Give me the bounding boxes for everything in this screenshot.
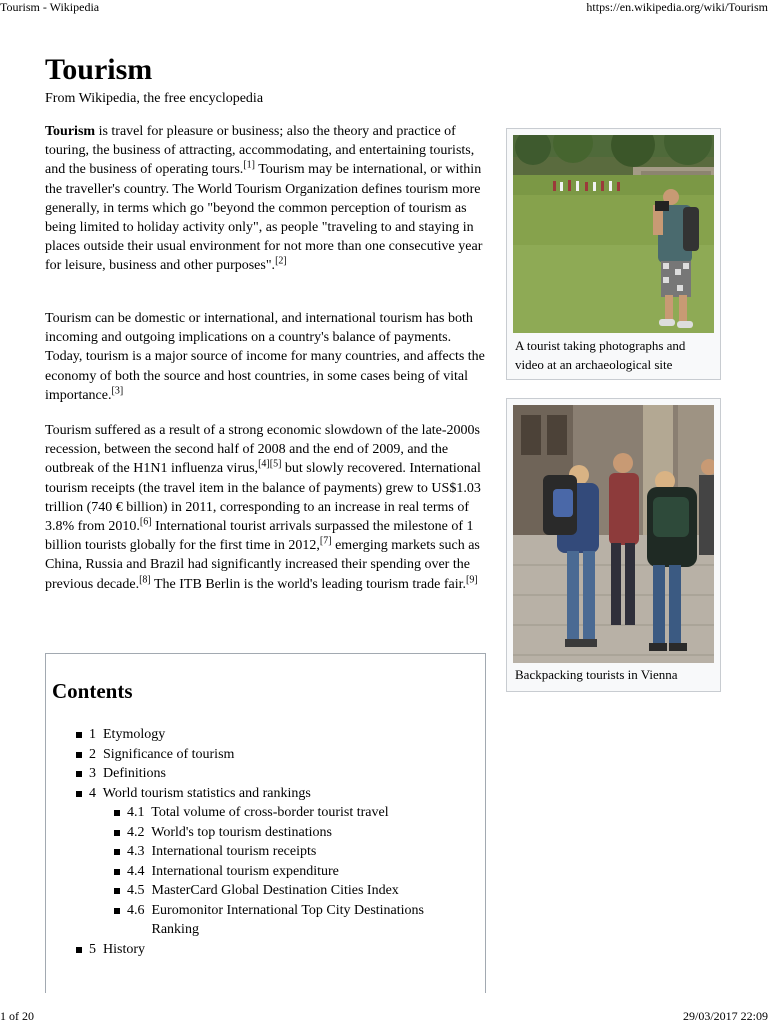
citation-link[interactable]: [1] — [243, 159, 255, 171]
paragraph-intro — [45, 122, 487, 276]
toc-subitem[interactable]: 4.2 World's top tourism destinations — [76, 823, 476, 843]
bold-term: Tourism — [45, 124, 96, 139]
toc-title: Contents — [52, 679, 133, 703]
toc-subitem[interactable]: 4.6 Euromonitor International Top City Destinations Ranking — [76, 901, 476, 940]
paragraph-text: Tourism may be international, or within the traveller's country. The World Tourism Organization defines tourism more generally, in terms which go "beyond the common perception of tourism as being limited to holiday activity only", as people "traveling to and staying in places outside their usual environment for not more than one consecutive year for leisure, business and other purposes". — [45, 162, 483, 274]
toc-subitem[interactable]: 4.5 MasterCard Global Destination Cities Index — [76, 881, 476, 901]
print-footer-timestamp: 29/03/2017 22:09 — [682, 1009, 768, 1023]
page-title: Tourism — [45, 53, 153, 86]
paragraph-text: International tourist arrivals surpassed the milestone of 1 billion tourists globally for the first time in 2012, — [45, 519, 474, 554]
figure-backpacking-tourists — [506, 398, 721, 692]
paragraph-text: is travel for pleasure or business; also the theory and practice of touring, the business of attracting, accommodating, and entertaining tourists, and the business of operating tours. — [45, 124, 475, 178]
page-subtitle: From Wikipedia, the free encyclopedia — [45, 91, 264, 106]
toc-item[interactable]: 1 Etymology — [76, 725, 476, 745]
figure-caption: Backpacking tourists in Vienna — [515, 667, 678, 682]
toc-list — [76, 725, 476, 959]
toc-item[interactable]: 3 Definitions — [76, 764, 476, 784]
paragraph-domestic — [45, 309, 487, 405]
table-of-contents — [45, 653, 486, 993]
toc-subitem[interactable]: 4.4 International tourism expenditure — [76, 862, 476, 882]
toc-item[interactable]: 4 World tourism statistics and rankings — [76, 784, 476, 804]
paragraph-text: but slowly recovered. International tourism receipts (the travel item in the balance of payments) grew to US$1.03 trillion (740 € billion) in 2011, corresponding to an increase in real terms of 3.8% from 2010. — [45, 461, 481, 535]
paragraph-text: emerging markets such as China, Russia and Brazil had significantly increased their spending over the previous decade. — [45, 538, 480, 592]
citation-link[interactable]: [4] — [258, 458, 270, 470]
paragraph-text: The ITB Berlin is the world's leading tourism trade fair. — [150, 576, 467, 592]
paragraph-text: Tourism can be domestic or international, and international tourism has both incoming and outgoing implications on a country's balance of payments. Today, tourism is a major source of income for many countries, and affects the economy of both the source and host countries, in some cases being of vital importance. — [45, 311, 485, 403]
print-header-title: Tourism - Wikipedia — [0, 0, 100, 14]
backpacking-tourists-image[interactable] — [513, 405, 714, 663]
citation-link[interactable]: [8] — [139, 573, 151, 585]
print-header-url: https://en.wikipedia.org/wiki/Tourism — [586, 0, 768, 14]
citation-link[interactable]: [2] — [275, 255, 287, 267]
citation-link[interactable]: [9] — [466, 573, 478, 585]
paragraph-recession — [45, 421, 487, 594]
figure-tourist-photographer — [506, 128, 721, 380]
figure-caption: A tourist taking photographs and video at an archaeological site — [515, 338, 686, 372]
citation-link[interactable]: [3] — [111, 385, 124, 397]
toc-subitem[interactable]: 4.3 International tourism receipts — [76, 842, 476, 862]
toc-subitem[interactable]: 4.1 Total volume of cross-border tourist travel — [76, 803, 476, 823]
citation-link[interactable]: [5] — [269, 458, 282, 470]
print-footer-page-count: 1 of 20 — [0, 1009, 34, 1023]
citation-link[interactable]: [6] — [139, 516, 152, 528]
citation-link[interactable]: [7] — [319, 535, 332, 547]
tourist-photographer-image[interactable] — [513, 135, 714, 333]
toc-item[interactable]: 5 History — [76, 940, 476, 960]
toc-item[interactable]: 2 Significance of tourism — [76, 745, 476, 765]
paragraph-text: Tourism suffered as a result of a strong economic slowdown of the late-2000s recession, between the second half of 2008 and the end of 2009, and the outbreak of the H1N1 influenza virus, — [45, 423, 480, 477]
